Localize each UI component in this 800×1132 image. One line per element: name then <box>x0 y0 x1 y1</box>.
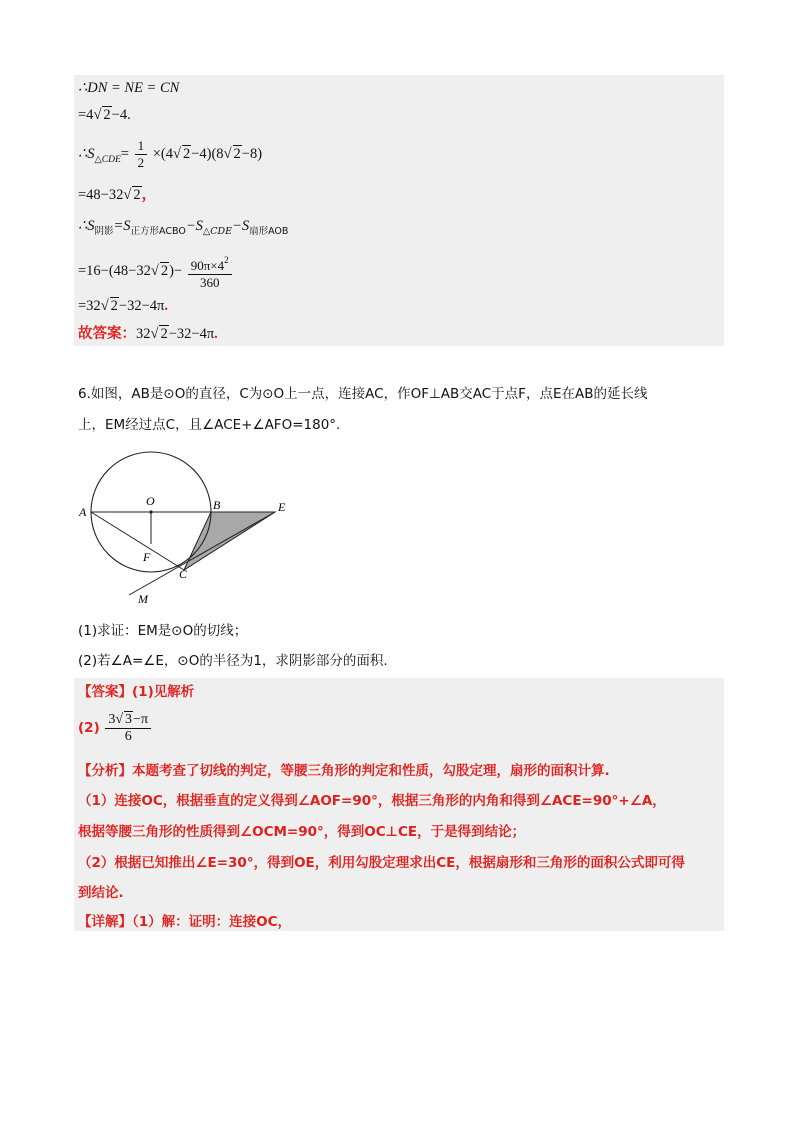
answer-label: 【答案】(1)见解析 <box>78 684 195 700</box>
step2-line-a: （2）根据已知推出∠E=30°，得到OE，利用勾股定理求出CE，根据扇形和三角形的面积公式即可得 <box>78 855 685 871</box>
sol-line-4: =48−32√ 2， <box>78 187 157 203</box>
label-o: O <box>146 494 155 508</box>
detail-line: 【详解】（1）解：证明：连接OC， <box>78 914 292 930</box>
label-a: A <box>79 505 87 519</box>
sol-line-5: $\therefore S_{阴影}=S_{正方形ACBO}-S_{\triangle CDE}-S_{扇形AOB}$ <box>78 218 289 237</box>
answer-fraction: $\frac{3√ 3-\pi}{6}$ <box>105 712 151 745</box>
sol-line-1: ∴DN = NE = CN <box>78 80 180 96</box>
label-f: F <box>143 550 151 564</box>
solution-box-top <box>74 75 724 346</box>
segment-ac <box>91 512 184 570</box>
shaded-region <box>184 512 275 570</box>
fraction-half: $\frac{1}{2}$ <box>135 138 148 171</box>
label-e: E <box>278 500 286 514</box>
label-m: M <box>138 592 148 606</box>
problem-line-2: 上，EM经过点C，且∠ACE+∠AFO=180°. <box>78 417 341 433</box>
question-1: (1)求证：EM是⊙O的切线； <box>78 623 248 639</box>
geometry-figure <box>74 445 304 610</box>
label-c: C <box>179 567 188 581</box>
step1-line-b: 根据等腰三角形的性质得到∠OCM=90°，得到OC⊥CE，于是得到结论； <box>78 824 526 840</box>
step1-line-a: （1）连接OC，根据垂直的定义得到∠AOF=90°，根据三角形的内角和得到∠ACE=90°+∠A， <box>78 793 666 809</box>
final-answer-line: 故答案：32√ 2−32−4π. <box>78 326 218 342</box>
sol-line-2: =4√ 2−4. <box>78 107 131 123</box>
step2-line-b: 到结论. <box>78 885 124 901</box>
sol-line-7: =32√ 2−32−4π. <box>78 298 168 314</box>
analysis-line: 【分析】本题考查了切线的判定，等腰三角形的判定和性质，勾股定理，扇形的面积计算. <box>78 763 610 779</box>
answer-part-2: (2) $\frac{3√ 3-\pi}{6}$ <box>78 712 153 745</box>
problem-line-1: 6.如图，AB是⊙O的直径，C为⊙O上一点，连接AC，作OF⊥AB交AC于点F，点E在AB的延长线 <box>78 386 648 402</box>
label-b: B <box>213 498 221 512</box>
fraction-sector: $\frac{90\pi\times 4^2}{360}$ <box>188 252 232 291</box>
question-2: (2)若∠A=∠E，⊙O的半径为1，求阴影部分的面积. <box>78 653 388 669</box>
point-o <box>149 510 152 513</box>
sol-line-6: =16−(48−32√ 2)− $\frac{90\pi\times 4^2}{360}$ <box>78 252 234 291</box>
sol-line-3: $\therefore S_{\triangle CDE}=$ $\frac{1}{2}$ ×(4√ 2−4)(8√ 2−8) <box>78 138 263 170</box>
